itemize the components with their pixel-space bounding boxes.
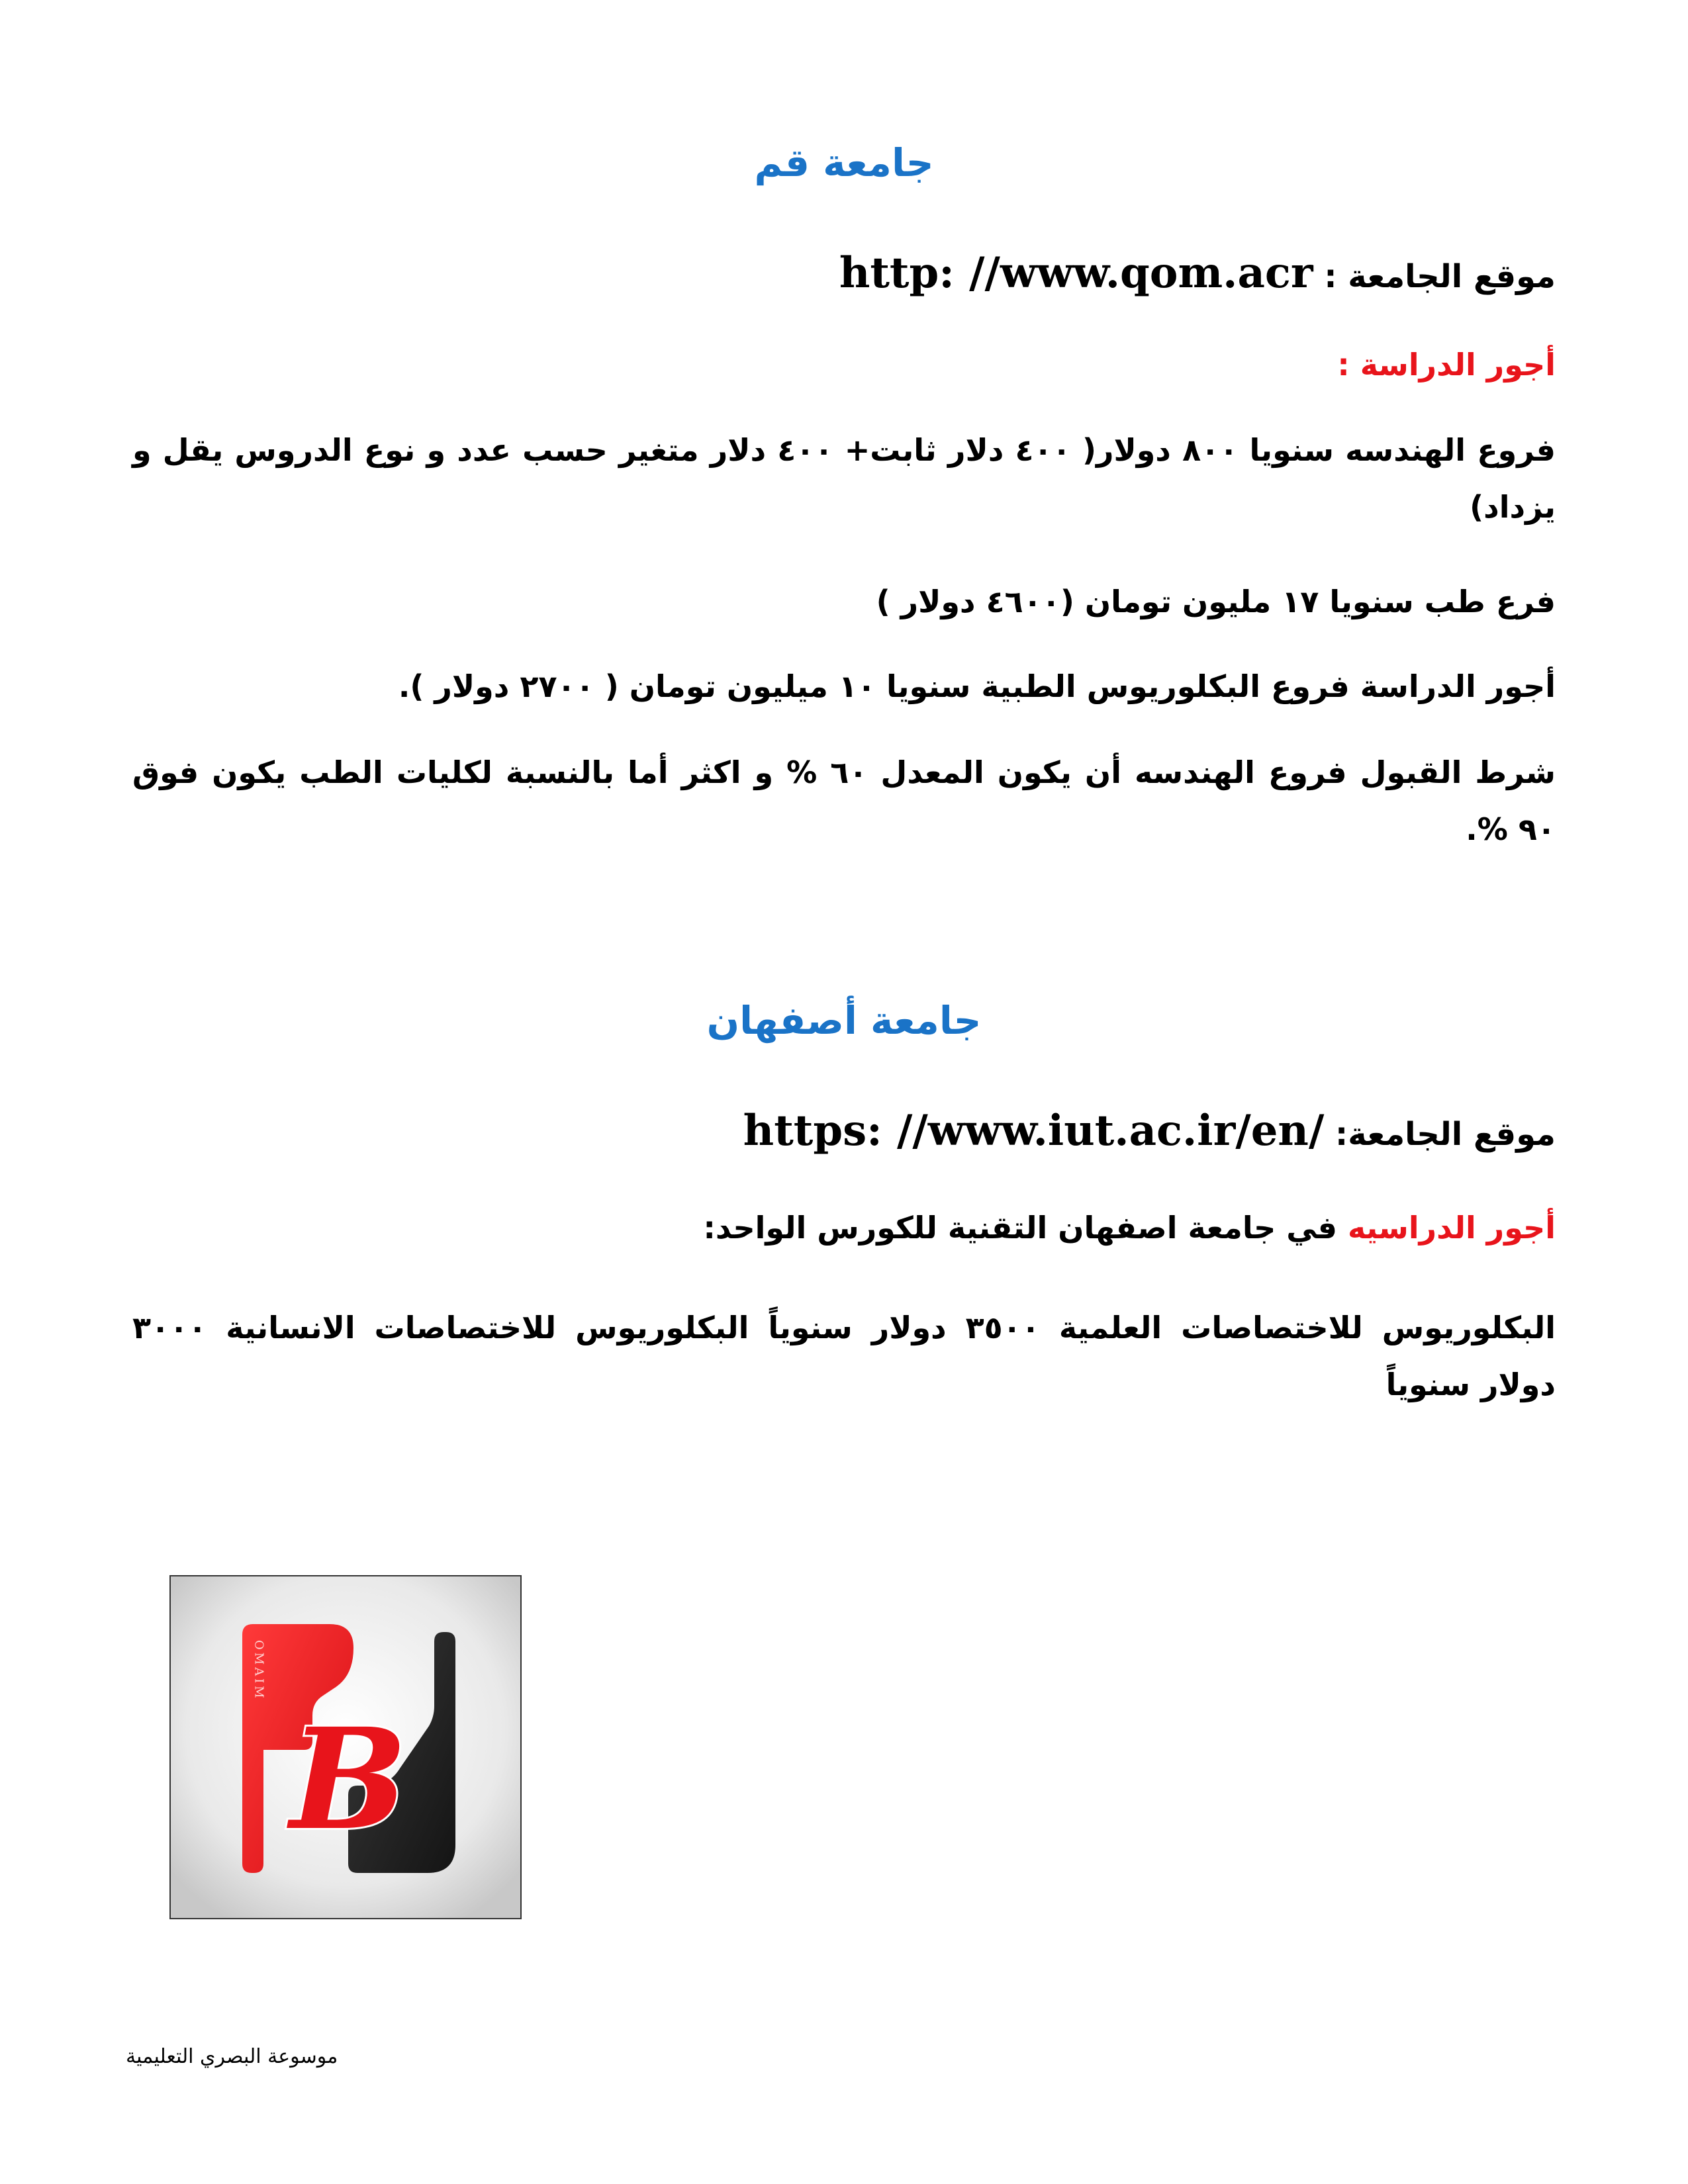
isfahan-site-label: موقع الجامعة:	[1335, 1116, 1556, 1153]
qom-site-line	[132, 245, 1556, 305]
qom-admission-condition: شرط القبول فروع الهندسه أن يكون المعدل ٦٠ % و اكثر أما بالنسبة لكليات الطب يكون فوق ٩٠ %.	[132, 754, 1556, 847]
footer-text: موسوعة البصري التعليمية	[126, 2045, 338, 2068]
isfahan-fees-heading-red: أجور الدراسيه	[1347, 1210, 1556, 1246]
isfahan-fees-heading-rest: في جامعة اصفهان التقنية للكورس الواحد:	[703, 1210, 1337, 1246]
qom-fees-medicine: فرع طب سنويا ١٧ مليون تومان (٤٦٠٠ دولار )	[876, 584, 1556, 619]
logo-vertical-text: OMAIM	[252, 1640, 266, 1701]
logo-letter-b: B	[290, 1698, 408, 1861]
qom-fees-heading: أجور الدراسة :	[1337, 347, 1556, 383]
logo-graphic	[171, 1576, 520, 1918]
encyclopedia-logo	[169, 1575, 522, 1919]
qom-fees-bachelor-medical: أجور الدراسة فروع البكلوريوس الطبية سنويا ١٠ ميليون تومان ( ٢٧٠٠ دولار ).	[398, 668, 1556, 704]
isfahan-site-url[interactable]: https: //www.iut.ac.ir/en/	[743, 1106, 1325, 1156]
qom-fees-engineering: فروع الهندسه سنويا ٨٠٠ دولار( ٤٠٠ دلار ثابت+ ٤٠٠ دلار متغير حسب عدد و نوع الدروس يقل و يزداد)	[132, 432, 1556, 525]
isfahan-fees-heading	[132, 1199, 1556, 1256]
qom-site-url[interactable]: http: //www.qom.acr	[839, 248, 1313, 298]
qom-site-label: موقع الجامعة :	[1324, 258, 1556, 295]
isfahan-title: جامعة أصفهان	[706, 998, 982, 1043]
isfahan-fees-text: البكلوريوس للاختصاصات العلمية ٣٥٠٠ دولار سنوياً البكلوريوس للاختصاصات الانسانية ٣٠٠٠ دولار سنوياً	[132, 1310, 1556, 1402]
isfahan-site-line	[132, 1103, 1556, 1163]
qom-title: جامعة قم	[754, 140, 934, 185]
